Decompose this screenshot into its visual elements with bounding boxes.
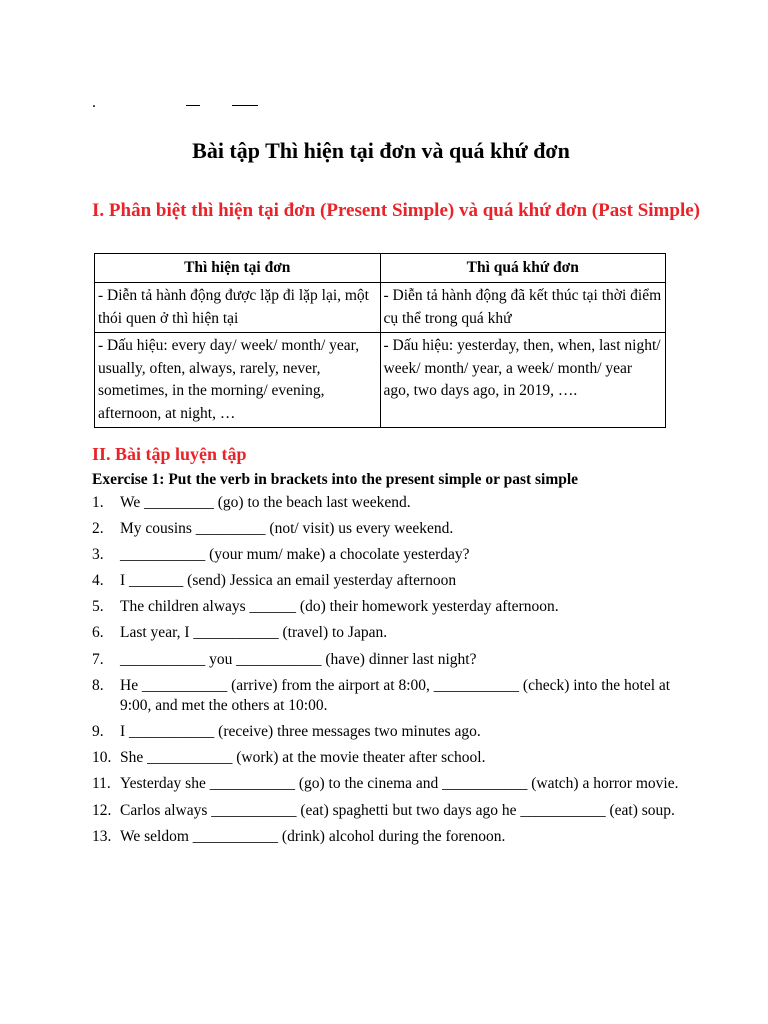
list-item [92,493,682,514]
item-text: I _______ (send) Jessica an email yesterday afternoon [120,572,457,590]
list-item [92,801,682,822]
item-text: He ___________ (arrive) from the airport at 8:00, ___________ (check) into the hotel at 9:00, and met the others at 10:00. [120,676,671,715]
item-text: She ___________ (work) at the movie theater after school. [120,749,486,767]
list-item [92,748,682,769]
item-text: We _________ (go) to the beach last weekend. [120,494,411,511]
list-item [92,623,682,644]
item-text: We seldom ___________ (drink) alcohol during the forenoon. [120,827,506,845]
list-item [92,571,682,592]
item-text: ___________ you ___________ (have) dinner last night? [120,650,477,668]
document-title: Bài tập Thì hiện tại đơn và quá khứ đơn [192,138,570,163]
table-header-present-simple: Thì hiện tại đơn [95,254,381,283]
table-row [95,283,666,333]
table-cell: - Dấu hiệu: yesterday, then, when, last night/ week/ month/ year, a week/ month/ year ago, two days ago, in 2019, …. [380,333,666,428]
item-number: 10. [92,749,112,767]
item-number: 4. [92,572,104,590]
item-text: I ___________ (receive) three messages two minutes ago. [120,723,481,741]
item-text: My cousins _________ (not/ visit) us every weekend. [120,520,454,538]
section-1-heading: I. Phân biệt thì hiện tại đơn (Present Simple) và quá khứ đơn (Past Simple) [92,200,700,221]
header-long-rule [232,105,258,106]
item-number: 1. [92,494,104,511]
table-header-row [95,254,666,283]
list-item [92,519,682,540]
item-number: 5. [92,598,104,616]
item-number: 12. [92,801,112,819]
section-2-heading: II. Bài tập luyện tập [92,444,247,464]
header-short-rule [186,105,200,106]
item-text: Last year, I ___________ (travel) to Japan. [120,624,388,642]
item-text: Yesterday she ___________ (go) to the cinema and ___________ (watch) a horror movie. [120,775,679,793]
item-number: 7. [92,650,104,668]
list-item [92,827,682,848]
list-item [92,597,682,618]
table-header-past-simple: Thì quá khứ đơn [380,254,666,283]
list-item [92,774,682,795]
item-text: Carlos always ___________ (eat) spaghetti but two days ago he ___________ (eat) soup. [120,801,675,819]
item-number: 11. [92,775,111,793]
list-item [92,650,682,671]
table-row [95,333,666,428]
exercise-title: Exercise 1: Put the verb in brackets into the present simple or past simple [92,471,579,488]
list-item [92,545,682,566]
item-number: 8. [92,676,104,694]
header-marks [92,96,292,112]
item-number: 13. [92,827,112,845]
list-item [92,722,682,743]
item-number: 3. [92,546,104,564]
item-text: ___________ (your mum/ make) a chocolate yesterday? [120,546,470,564]
header-dot: . [92,94,96,111]
list-item [92,676,682,717]
item-text: The children always ______ (do) their homework yesterday afternoon. [120,598,559,616]
table-cell: - Diễn tả hành động đã kết thúc tại thời điểm cụ thể trong quá khứ [380,283,666,333]
exercise-list [92,493,682,853]
table-cell: - Diễn tả hành động được lặp đi lặp lại, một thói quen ở thì hiện tại [95,283,381,333]
table-cell: - Dấu hiệu: every day/ week/ month/ year, usually, often, always, rarely, never, sometimes, in the morning/ evening, afternoon, at night, … [95,333,381,428]
item-number: 2. [92,520,104,538]
item-number: 9. [92,723,104,741]
comparison-table [94,253,666,428]
item-number: 6. [92,624,104,642]
